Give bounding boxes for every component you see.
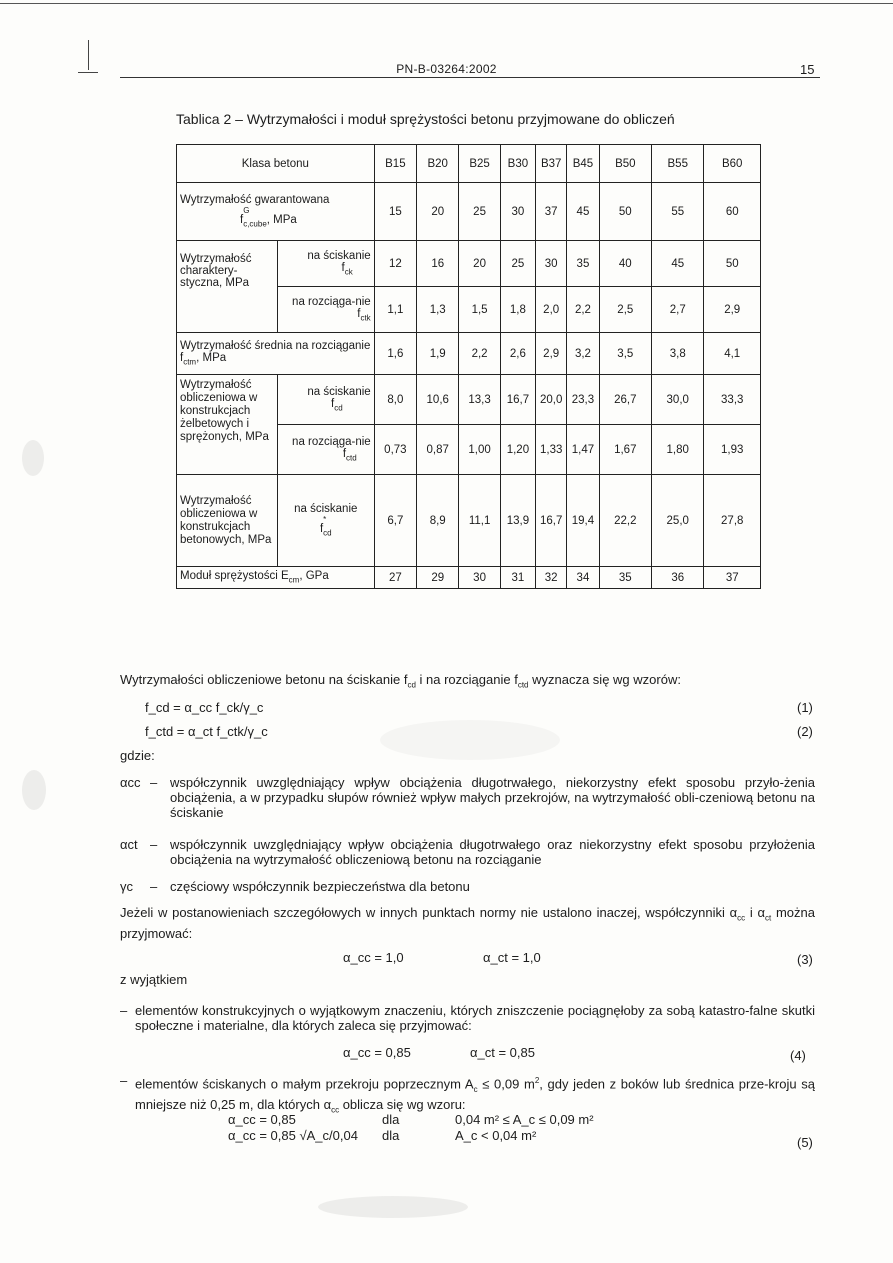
- symbol: f: [180, 352, 184, 365]
- value-cell-b30: 2,6: [500, 333, 535, 375]
- equation-4-number: (4): [790, 1048, 806, 1063]
- alpha-cc-symbol: αcc: [120, 775, 141, 790]
- dash: –: [120, 1073, 128, 1088]
- value-cell-b60: 27,8: [704, 475, 761, 567]
- value-cell-b55: 55: [652, 183, 704, 241]
- value-cell-b20: 29: [417, 567, 459, 589]
- guaranteed-unit: [180, 206, 371, 229]
- intro-line: [120, 672, 820, 693]
- t: Wytrzymałości obliczeniowe betonu na ściskanie f: [120, 672, 408, 687]
- value-cell-b60: 50: [704, 241, 761, 287]
- value-cell-b55: 30,0: [652, 375, 704, 425]
- value-cell-b25: 13,3: [459, 375, 500, 425]
- t: oblicza się wg wzoru:: [339, 1096, 466, 1112]
- value-cell-b15: 6,7: [374, 475, 416, 567]
- dash: –: [120, 1003, 128, 1018]
- scan-smudge: [318, 1196, 468, 1218]
- value-cell-b45: 3,2: [567, 333, 599, 375]
- char-label: Wytrzymałość charaktery-styczna, MPa: [177, 241, 278, 333]
- value-cell-b37: 20,0: [536, 375, 567, 425]
- except-label: z wyjątkiem: [120, 972, 188, 987]
- scan-smudge: [22, 770, 46, 810]
- symbol: f: [319, 523, 324, 536]
- value-cell-b55: 25,0: [652, 475, 704, 567]
- modulus-row: [177, 567, 761, 589]
- sub-label: [277, 425, 374, 475]
- label-text: Wytrzymałość średnia na rozciąganie: [180, 340, 371, 353]
- coefficients-paragraph: [120, 905, 815, 941]
- class-b25: B25: [459, 145, 500, 183]
- value-cell-b50: 40: [599, 241, 651, 287]
- col-header: Klasa betonu: [177, 145, 375, 183]
- unit: , MPa: [266, 214, 297, 227]
- sub-label: [277, 241, 374, 287]
- sub-label-text: na rozciąga-nie: [292, 296, 371, 309]
- sub: cm: [288, 575, 300, 585]
- value-cell-b60: 1,93: [704, 425, 761, 475]
- value-cell-b30: 16,7: [500, 375, 535, 425]
- value-cell-b30: 25: [500, 241, 535, 287]
- value-cell-b37: 2,9: [536, 333, 567, 375]
- unit: , GPa: [299, 570, 329, 583]
- sub: cd: [334, 403, 343, 413]
- value-cell-b50: 3,5: [599, 333, 651, 375]
- value-cell-b45: 1,47: [567, 425, 599, 475]
- item-2: [135, 1073, 815, 1118]
- s: cc: [331, 1105, 340, 1115]
- sub-label-text: na ściskanie: [294, 503, 358, 516]
- top-border: [0, 3, 893, 4]
- value-cell-b50: 26,7: [599, 375, 651, 425]
- value-cell-b20: 10,6: [417, 375, 459, 425]
- s: cd: [407, 680, 416, 690]
- gamma-c-symbol: γc: [120, 879, 133, 894]
- header-rule: [120, 77, 820, 78]
- guaranteed-row: [177, 183, 761, 241]
- equation-4b: α_ct = 0,85: [470, 1045, 535, 1060]
- value-cell-b20: 1,3: [417, 287, 459, 333]
- value-cell-b15: 1,1: [374, 287, 416, 333]
- s: c: [473, 1084, 478, 1094]
- where-label: gdzie:: [120, 748, 155, 763]
- value-cell-b15: 12: [374, 241, 416, 287]
- unit: , MPa: [196, 352, 227, 365]
- t: można przyjmować:: [120, 905, 815, 941]
- mean-tension-row: [177, 333, 761, 375]
- s: ctd: [517, 680, 529, 690]
- equation-4a: α_cc = 0,85: [343, 1045, 411, 1060]
- class-b37: B37: [536, 145, 567, 183]
- value-cell-b30: 30: [500, 183, 535, 241]
- value-cell-b37: 37: [536, 183, 567, 241]
- value-cell-b45: 35: [567, 241, 599, 287]
- sub-label: [277, 475, 374, 567]
- guaranteed-label: Wytrzymałość gwarantowana: [180, 194, 330, 207]
- value-cell-b45: 34: [567, 567, 599, 589]
- sup: G: [243, 206, 250, 216]
- equation-3a: α_cc = 1,0: [343, 950, 404, 965]
- value-cell-b25: 30: [459, 567, 500, 589]
- alpha-ct-symbol: αct: [120, 837, 138, 852]
- value-cell-b20: 16: [417, 241, 459, 287]
- equation-2-number: (2): [797, 724, 813, 739]
- equation-2: f_ctd = α_ct f_ctk/γ_c: [145, 724, 268, 739]
- value-cell-b15: 15: [374, 183, 416, 241]
- value-cell-b55: 2,7: [652, 287, 704, 333]
- value-cell-b30: 13,9: [500, 475, 535, 567]
- value-cell-b15: 1,6: [374, 333, 416, 375]
- value-cell-b60: 33,3: [704, 375, 761, 425]
- equation-3b: α_ct = 1,0: [483, 950, 541, 965]
- value-cell-b60: 4,1: [704, 333, 761, 375]
- value-cell-b25: 2,2: [459, 333, 500, 375]
- class-b20: B20: [417, 145, 459, 183]
- value-cell-b60: 37: [704, 567, 761, 589]
- equation-5a-dla: dla: [382, 1112, 400, 1127]
- row-label: [177, 333, 375, 375]
- value-cell-b20: 20: [417, 183, 459, 241]
- t: , gdy jeden z boków lub średnica prze-kroju są mniejsze niż 0,25 m, dla których α: [135, 1076, 815, 1112]
- scan-smudge: [380, 720, 560, 760]
- char-compression-row: [177, 241, 761, 287]
- sub-label: [277, 375, 374, 425]
- dash: –: [150, 775, 158, 790]
- value-cell-b15: 27: [374, 567, 416, 589]
- class-b15: B15: [374, 145, 416, 183]
- symbol: f: [240, 214, 244, 227]
- equation-5b-condition: A_c < 0,04 m²: [455, 1128, 537, 1143]
- table-caption: Tablica 2 – Wytrzymałości i moduł sprężystości betonu przyjmowane do obliczeń: [176, 111, 675, 127]
- value-cell-b60: 2,9: [704, 287, 761, 333]
- value-cell-b30: 1,20: [500, 425, 535, 475]
- equation-5-number: (5): [797, 1135, 813, 1150]
- class-b55: B55: [652, 145, 704, 183]
- equation-5b-dla: dla: [382, 1128, 400, 1143]
- page-number: 15: [800, 62, 815, 77]
- value-cell-b30: 31: [500, 567, 535, 589]
- value-cell-b37: 16,7: [536, 475, 567, 567]
- value-cell-b55: 3,8: [652, 333, 704, 375]
- value-cell-b50: 50: [599, 183, 651, 241]
- equation-1: f_cd = α_cc f_ck/γ_c: [145, 700, 264, 715]
- sub-label-symbol: [281, 515, 371, 538]
- value-cell-b55: 1,80: [652, 425, 704, 475]
- sub: c,cube: [243, 219, 267, 229]
- sub-label-symbol: [281, 262, 371, 276]
- s: 2: [534, 1076, 540, 1085]
- sup: *: [323, 515, 327, 525]
- value-cell-b20: 0,87: [417, 425, 459, 475]
- equation-5a-lhs: α_cc = 0,85: [228, 1112, 296, 1127]
- row-label: [177, 183, 375, 241]
- value-cell-b45: 2,2: [567, 287, 599, 333]
- value-cell-b25: 1,00: [459, 425, 500, 475]
- value-cell-b25: 1,5: [459, 287, 500, 333]
- s: cc: [737, 913, 746, 923]
- equation-5b-lhs: α_cc = 0,85 √A_c/0,04: [228, 1128, 358, 1143]
- value-cell-b25: 20: [459, 241, 500, 287]
- t: i α: [745, 905, 765, 920]
- value-cell-b50: 22,2: [599, 475, 651, 567]
- standard-designation: PN-B-03264:2002: [396, 62, 497, 76]
- sub-label-symbol: [281, 308, 371, 322]
- symbol: f: [331, 398, 335, 411]
- alpha-cc-definition: współczynnik uwzględniający wpływ obciążenia długotrwałego, niekorzystny efekt sposobu przyło-żenia obciążenia, a w przypadku słupów również wpływ małych przekrojów, na wytrzymałość obli-czeniową betonu na ściskanie: [170, 775, 815, 820]
- value-cell-b25: 25: [459, 183, 500, 241]
- dash: –: [150, 879, 158, 894]
- value-cell-b37: 2,0: [536, 287, 567, 333]
- sub-label-symbol: [281, 398, 371, 412]
- header-row: [177, 145, 761, 183]
- class-b45: B45: [567, 145, 599, 183]
- value-cell-b50: 1,67: [599, 425, 651, 475]
- sub: cd: [323, 528, 332, 538]
- value-cell-b55: 36: [652, 567, 704, 589]
- sub: ctm: [183, 357, 197, 367]
- value-cell-b30: 1,8: [500, 287, 535, 333]
- sub-label: [277, 287, 374, 333]
- scan-smudge: [22, 440, 44, 476]
- equation-3-number: (3): [797, 952, 813, 967]
- value-cell-b60: 60: [704, 183, 761, 241]
- symbol: f: [357, 308, 361, 321]
- t: elementów ściskanych o małym przekroju poprzecznym A: [135, 1076, 474, 1092]
- design-plain-label: Wytrzymałość obliczeniowa w konstrukcjach betonowych, MPa: [177, 475, 278, 567]
- value-cell-b37: 30: [536, 241, 567, 287]
- sub-label-text: na rozciąga-nie: [292, 436, 371, 449]
- value-cell-b15: 8,0: [374, 375, 416, 425]
- concrete-strength-table: [176, 144, 761, 589]
- value-cell-b55: 45: [652, 241, 704, 287]
- equation-5a-condition: 0,04 m² ≤ A_c ≤ 0,09 m²: [455, 1112, 594, 1127]
- sub-label-symbol: [281, 448, 371, 462]
- s: ct: [765, 913, 772, 923]
- sub: ctk: [360, 313, 371, 323]
- row-label: [177, 567, 375, 589]
- design-rc-compression-row: [177, 375, 761, 425]
- t: i na rozciąganie f: [415, 672, 518, 687]
- value-cell-b37: 1,33: [536, 425, 567, 475]
- value-cell-b50: 35: [599, 567, 651, 589]
- design-plain-row: [177, 475, 761, 567]
- value-cell-b25: 11,1: [459, 475, 500, 567]
- dash: –: [150, 837, 158, 852]
- label-text: Moduł sprężystości E: [180, 570, 289, 583]
- value-cell-b37: 32: [536, 567, 567, 589]
- value-cell-b45: 23,3: [567, 375, 599, 425]
- sub-label-text: na ściskanie: [307, 250, 371, 263]
- value-cell-b20: 8,9: [417, 475, 459, 567]
- value-cell-b45: 19,4: [567, 475, 599, 567]
- symbol: f: [341, 262, 345, 275]
- value-cell-b20: 1,9: [417, 333, 459, 375]
- class-b60: B60: [704, 145, 761, 183]
- symbol: f: [342, 448, 347, 461]
- alpha-ct-definition: współczynnik uwzględniający wpływ obciążenia długotrwałego oraz niekorzystny efekt sposobu przyłożenia obciążenia na wytrzymałość obliczeniową betonu na rozciąganie: [170, 837, 815, 867]
- t: Jeżeli w postanowieniach szczegółowych w innych punktach normy nie ustalono inaczej, współczynniki α: [120, 905, 738, 920]
- gamma-c-definition: częściowy współczynnik bezpieczeństwa dla betonu: [170, 879, 470, 894]
- sub: ck: [344, 267, 353, 277]
- class-b30: B30: [500, 145, 535, 183]
- value-cell-b50: 2,5: [599, 287, 651, 333]
- t: wyznacza się wg wzorów:: [528, 672, 681, 687]
- design-rc-label: Wytrzymałość obliczeniowa w konstrukcjach żelbetowych i sprężonych, MPa: [177, 375, 278, 475]
- value-cell-b45: 45: [567, 183, 599, 241]
- sub-label-text: na ściskanie: [307, 386, 371, 399]
- sub: ctd: [346, 453, 357, 463]
- equation-1-number: (1): [797, 700, 813, 715]
- value-cell-b15: 0,73: [374, 425, 416, 475]
- item-1: elementów konstrukcyjnych o wyjątkowym znaczeniu, których zniszczenie pociągnęłoby za sobą katastro-falne skutki społeczne i materialne, dla których zaleca się przyjmować:: [135, 1003, 815, 1033]
- t: ≤ 0,09 m: [477, 1076, 535, 1092]
- class-b50: B50: [599, 145, 651, 183]
